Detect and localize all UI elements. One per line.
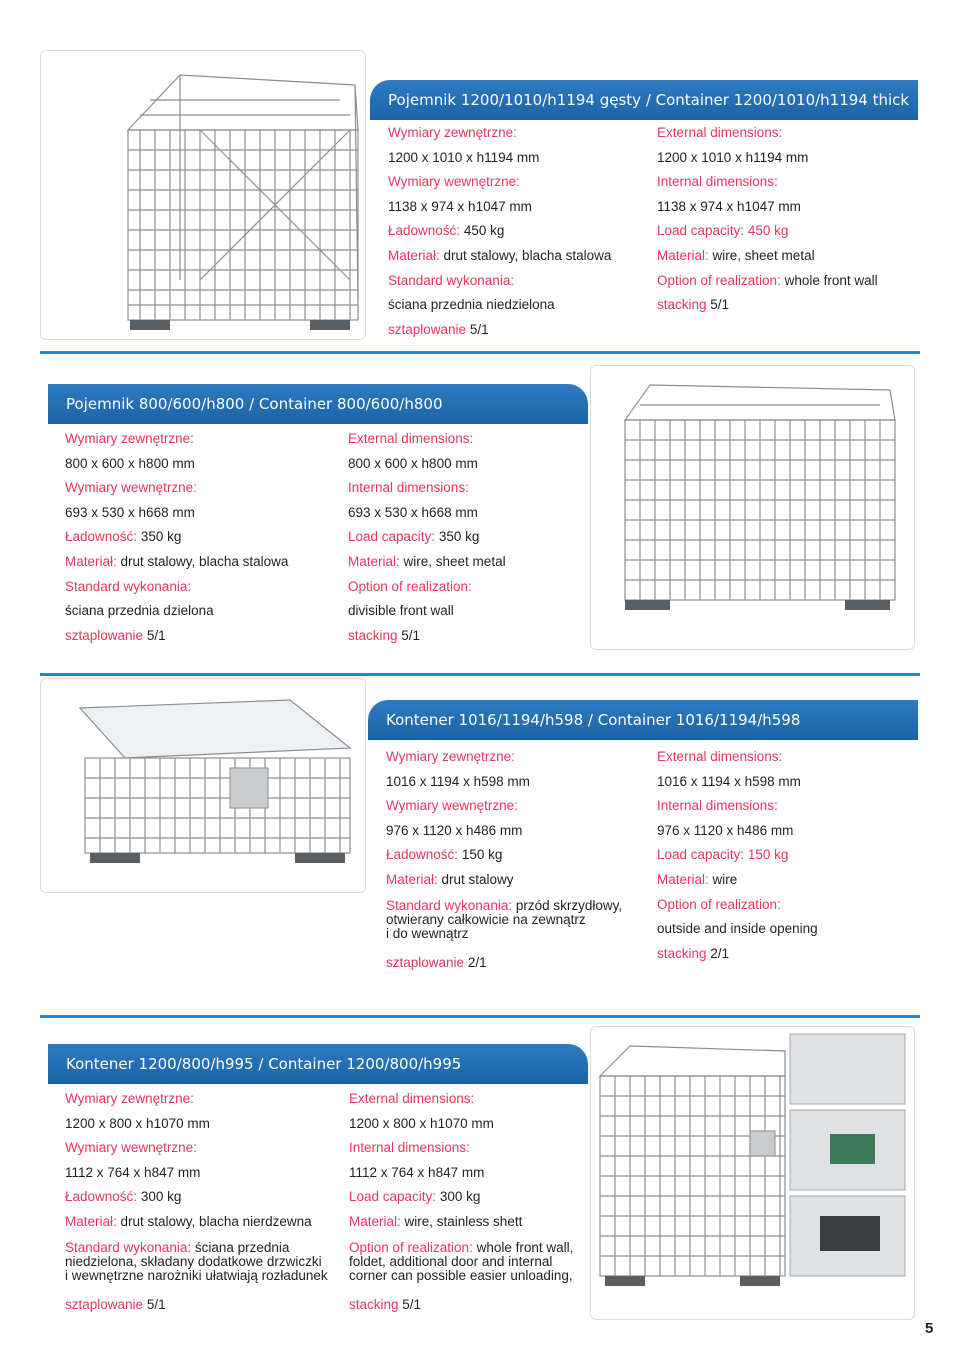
outer-dimensions-label: Wymiary zewnętrzne: — [386, 749, 515, 764]
option-label: Standard wykonania: — [65, 578, 192, 594]
material: Material: wire, sheet metal — [657, 247, 815, 263]
outer-dimensions-value: 1016 x 1194 x h598 mm — [386, 773, 530, 789]
stacking: stacking 5/1 — [349, 1296, 422, 1312]
outer-dimensions-label: Wymiary zewnętrzne: — [65, 431, 194, 446]
product-spec-pl — [65, 1087, 328, 1317]
load-capacity: Ładowność: 150 kg — [386, 847, 503, 863]
inner-dimensions-label: Internal dimensions: — [657, 174, 778, 190]
outer-dimensions-label: External dimensions: — [348, 431, 474, 446]
inner-dimensions-value: 1138 x 974 x h1047 mm — [657, 198, 801, 214]
inner-dimensions-label: Wymiary wewnętrzne: — [65, 480, 197, 496]
stacking: sztaplowanie 5/1 — [388, 321, 489, 337]
option: Option of realization: whole front wall — [657, 272, 878, 288]
product-photo-4 — [590, 1026, 915, 1320]
product-title-banner: Kontener 1016/1194/h598 / Container 1016/1194/h598 — [368, 700, 918, 740]
outer-dimensions-value: 1200 x 1010 x h1194 mm — [388, 149, 540, 165]
stacking: sztaplowanie 5/1 — [65, 1296, 166, 1312]
product-photo-1 — [40, 50, 366, 340]
material: Materiał: drut stalowy — [386, 871, 514, 887]
load-capacity: Ładowność: 450 kg — [388, 223, 505, 239]
option-value: divisible front wall — [348, 603, 454, 619]
inner-dimensions-value: 976 x 1120 x h486 mm — [657, 822, 794, 838]
inner-dimensions-label: Internal dimensions: — [349, 1140, 470, 1156]
product-spec-en — [349, 1087, 573, 1317]
option: Standard wykonania: przód skrzydłowy, otwierany całkowicie na zewnątrz i do wewnątrz — [386, 897, 623, 941]
section-divider — [40, 673, 920, 676]
option-value: ściana przednia niedzielona — [388, 297, 555, 313]
outer-dimensions-value: 1016 x 1194 x h598 mm — [657, 773, 801, 789]
product-spec-en — [657, 745, 818, 966]
inner-dimensions-label: Internal dimensions: — [348, 480, 469, 496]
inner-dimensions-value: 693 x 530 x h668 mm — [348, 504, 478, 520]
stacking: sztaplowanie 2/1 — [386, 954, 487, 970]
outer-dimensions-label: External dimensions: — [657, 125, 783, 140]
material: Material: wire, sheet metal — [348, 553, 506, 569]
outer-dimensions-value: 800 x 600 x h800 mm — [65, 455, 195, 471]
load-capacity: Load capacity: 450 kg — [657, 223, 789, 239]
inner-dimensions-label: Wymiary wewnętrzne: — [386, 798, 518, 814]
stacking: stacking 5/1 — [348, 627, 421, 643]
product-title-banner: Kontener 1200/800/h995 / Container 1200/800/h995 — [48, 1044, 588, 1084]
option: Option of realization: whole front wall, foldet, additional door and internal corner can possible easier unloading, — [349, 1239, 574, 1283]
outer-dimensions-label: Wymiary zewnętrzne: — [65, 1091, 194, 1106]
product-title-banner: Pojemnik 1200/1010/h1194 gęsty / Container 1200/1010/h1194 thick — [370, 80, 918, 120]
option-value: ściana przednia dzielona — [65, 603, 214, 619]
product-photo-2 — [590, 365, 915, 650]
load-capacity: Load capacity: 350 kg — [348, 529, 480, 545]
load-capacity: Load capacity: 300 kg — [349, 1189, 481, 1205]
product-photo-3 — [40, 678, 366, 893]
outer-dimensions-label: Wymiary zewnętrzne: — [388, 125, 517, 140]
material: Material: wire, stainless shett — [349, 1213, 523, 1229]
load-capacity: Ładowność: 350 kg — [65, 529, 182, 545]
product-spec-en — [657, 121, 878, 318]
stacking: sztaplowanie 5/1 — [65, 627, 166, 643]
inner-dimensions-value: 1112 x 764 x h847 mm — [65, 1164, 201, 1180]
inner-dimensions-value: 1112 x 764 x h847 mm — [349, 1164, 485, 1180]
option-label: Option of realization: — [657, 896, 781, 912]
outer-dimensions-value: 1200 x 800 x h1070 mm — [65, 1115, 210, 1131]
material: Materiał: drut stalowy, blacha stalowa — [65, 553, 289, 569]
product-spec-pl — [388, 121, 611, 342]
inner-dimensions-label: Internal dimensions: — [657, 798, 778, 814]
inner-dimensions-value: 693 x 530 x h668 mm — [65, 504, 195, 520]
inner-dimensions-label: Wymiary wewnętrzne: — [388, 174, 520, 190]
wire-container-illustration — [590, 1026, 915, 1320]
stacking: stacking 2/1 — [657, 945, 730, 961]
inner-dimensions-value: 976 x 1120 x h486 mm — [386, 822, 523, 838]
inner-dimensions-value: 1138 x 974 x h1047 mm — [388, 198, 532, 214]
wire-container-illustration — [590, 365, 915, 650]
option-value: outside and inside opening — [657, 921, 818, 937]
page-number: 5 — [925, 1320, 934, 1337]
material: Materiał: drut stalowy, blacha stalowa — [388, 247, 612, 263]
load-capacity: Ładowność: 300 kg — [65, 1189, 182, 1205]
outer-dimensions-label: External dimensions: — [349, 1091, 475, 1106]
section-divider — [40, 351, 920, 354]
outer-dimensions-label: External dimensions: — [657, 749, 783, 764]
product-spec-en — [348, 427, 506, 648]
load-capacity: Load capacity: 150 kg — [657, 847, 789, 863]
material: Material: wire — [657, 871, 738, 887]
section-divider — [40, 1015, 920, 1018]
wire-container-illustration — [40, 678, 366, 893]
material: Materiał: drut stalowy, blacha nierdzewna — [65, 1213, 312, 1229]
outer-dimensions-value: 800 x 600 x h800 mm — [348, 455, 478, 471]
outer-dimensions-value: 1200 x 800 x h1070 mm — [349, 1115, 494, 1131]
option: Standard wykonania: ściana przednia niedzielona, składany dodatkowe drzwiczki i wewnętrzne narożniki ułatwiają rozładunek — [65, 1239, 328, 1283]
outer-dimensions-value: 1200 x 1010 x h1194 mm — [657, 149, 809, 165]
product-title-banner: Pojemnik 800/600/h800 / Container 800/600/h800 — [48, 384, 588, 424]
option-label: Standard wykonania: — [388, 272, 515, 288]
product-spec-pl — [386, 745, 622, 975]
product-spec-pl — [65, 427, 288, 648]
option-label: Option of realization: — [348, 578, 472, 594]
wire-container-illustration — [40, 50, 366, 340]
inner-dimensions-label: Wymiary wewnętrzne: — [65, 1140, 197, 1156]
stacking: stacking 5/1 — [657, 297, 730, 313]
